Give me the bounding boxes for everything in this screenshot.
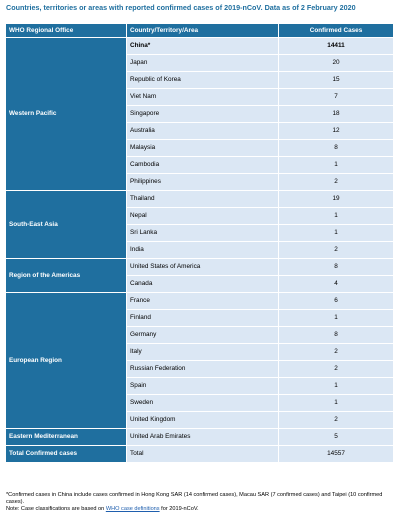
- country-cell: Canada: [127, 276, 279, 293]
- case-note-suffix: for 2019-nCoV.: [159, 506, 199, 513]
- country-cell: China*: [127, 38, 279, 55]
- cases-cell: 15: [279, 72, 394, 89]
- cases-cell: 2: [279, 174, 394, 191]
- country-cell: Republic of Korea: [127, 72, 279, 89]
- column-header-region: WHO Regional Office: [6, 24, 127, 38]
- cases-cell: 1: [279, 225, 394, 242]
- cases-cell: 2: [279, 344, 394, 361]
- cases-cell: 1: [279, 157, 394, 174]
- cases-cell: 14411: [279, 38, 394, 55]
- cases-cell: 1: [279, 310, 394, 327]
- country-cell: Italy: [127, 344, 279, 361]
- case-definition-note: [6, 506, 396, 513]
- country-cell: Spain: [127, 378, 279, 395]
- cases-cell: 7: [279, 89, 394, 106]
- country-cell: Sweden: [127, 395, 279, 412]
- cases-cell: 1: [279, 378, 394, 395]
- region-cell: European Region: [6, 293, 127, 429]
- country-cell: Thailand: [127, 191, 279, 208]
- cases-cell: 20: [279, 55, 394, 72]
- country-cell: Singapore: [127, 106, 279, 123]
- region-cell: Western Pacific: [6, 38, 127, 191]
- footnotes: [6, 492, 396, 514]
- case-note-prefix: Note: Case classifications are based on: [6, 506, 106, 513]
- country-cell: Viet Nam: [127, 89, 279, 106]
- cases-cell: 4: [279, 276, 394, 293]
- cases-cell: 8: [279, 259, 394, 276]
- table-row: [6, 38, 394, 55]
- cases-cell: 1: [279, 208, 394, 225]
- country-cell: France: [127, 293, 279, 310]
- country-cell: Germany: [127, 327, 279, 344]
- country-cell: Nepal: [127, 208, 279, 225]
- confirmed-cases-table: [5, 23, 394, 463]
- cases-cell: 2: [279, 361, 394, 378]
- region-cell: South-East Asia: [6, 191, 127, 259]
- column-header-cases: Confirmed Cases: [279, 24, 394, 38]
- total-cases-cell: 14557: [279, 446, 394, 463]
- country-cell: Australia: [127, 123, 279, 140]
- country-cell: United States of America: [127, 259, 279, 276]
- cases-cell: 8: [279, 327, 394, 344]
- table-row: [6, 191, 394, 208]
- cases-cell: 2: [279, 242, 394, 259]
- cases-cell: 19: [279, 191, 394, 208]
- country-cell: Malaysia: [127, 140, 279, 157]
- page-title: Countries, territories or areas with reported confirmed cases of 2019-nCoV. Data as of 2 February 2020: [6, 3, 356, 12]
- country-cell: Finland: [127, 310, 279, 327]
- table-row: [6, 293, 394, 310]
- cases-cell: 6: [279, 293, 394, 310]
- cases-cell: 2: [279, 412, 394, 429]
- table-body: [6, 38, 394, 463]
- table-header-row: [6, 24, 394, 38]
- table-row: [6, 259, 394, 276]
- total-row: [6, 446, 394, 463]
- country-cell: Russian Federation: [127, 361, 279, 378]
- column-header-country: Country/Territory/Area: [127, 24, 279, 38]
- country-cell: Cambodia: [127, 157, 279, 174]
- cases-cell: 1: [279, 395, 394, 412]
- country-cell: United Kingdom: [127, 412, 279, 429]
- who-case-definitions-link[interactable]: WHO case definitions: [105, 506, 160, 513]
- country-cell: Japan: [127, 55, 279, 72]
- table-row: [6, 429, 394, 446]
- country-cell: Sri Lanka: [127, 225, 279, 242]
- cases-cell: 8: [279, 140, 394, 157]
- total-label-cell: Total Confirmed cases: [6, 446, 127, 463]
- cases-cell: 18: [279, 106, 394, 123]
- country-cell: Philippines: [127, 174, 279, 191]
- country-cell: United Arab Emirates: [127, 429, 279, 446]
- china-footnote: *Confirmed cases in China include cases confirmed in Hong Kong SAR (14 confirmed cases), Macau SAR (7 confirmed cases) and Taipei (10 confirmed cases).: [6, 492, 383, 506]
- total-country-cell: Total: [127, 446, 279, 463]
- country-cell: India: [127, 242, 279, 259]
- cases-cell: 5: [279, 429, 394, 446]
- region-cell: Eastern Mediterranean: [6, 429, 127, 446]
- region-cell: Region of the Americas: [6, 259, 127, 293]
- cases-cell: 12: [279, 123, 394, 140]
